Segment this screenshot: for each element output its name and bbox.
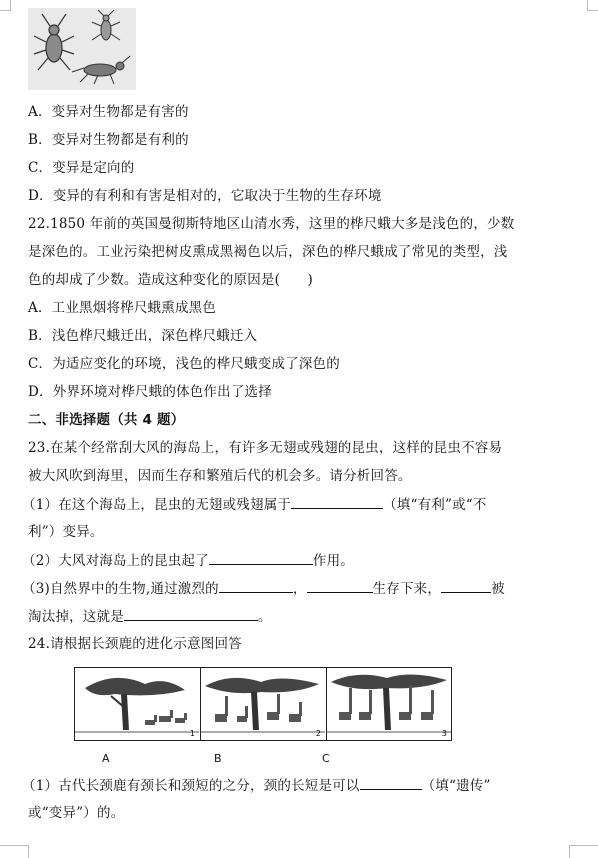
page-corner-mark: [0, 0, 11, 11]
q21-option-c: C．变异是定向的: [28, 160, 135, 176]
q22-stem-line: 22.1850 年前的英国曼彻斯特地区山清水秀，这里的桦尺蛾大多是浅色的，少数: [28, 216, 515, 232]
page-corner-mark: [587, 0, 598, 11]
q21-option-a: A．变异对生物都是有害的: [28, 104, 189, 120]
q22-option-a: A．工业黑烟将桦尺蛾熏成黑色: [28, 300, 217, 316]
answer-blank[interactable]: [209, 550, 313, 565]
q21-option-b: B．变异对生物都是有利的: [28, 132, 189, 148]
q23-stem-line: 23.在某个经常刮大风的海岛上，有许多无翅或残翅的昆虫，这样的昆虫不容易: [28, 440, 503, 456]
page-corner-mark: [569, 845, 598, 858]
figure-panel-2: 2: [201, 668, 325, 740]
answer-blank[interactable]: [441, 578, 491, 593]
q22-stem-line: 色的却成了少数。造成这种变化的原因是( ): [28, 272, 313, 288]
giraffe-evolution-figure: [74, 667, 452, 741]
figure-label-b: B: [214, 752, 222, 765]
figure-label-c: C: [322, 752, 330, 765]
q22-option-d: D．外界环境对桦尺蛾的体色作出了选择: [28, 384, 272, 400]
q22-option-b: B．浅色桦尺蛾迁出，深色桦尺蛾迁入: [28, 328, 258, 344]
section-title: 二、非选择题（共 4 题）: [28, 412, 185, 428]
answer-blank[interactable]: [219, 578, 293, 593]
figure-label-a: A: [102, 752, 110, 765]
q22-stem-line: 是深色的。工业污染把树皮熏成黑褐色以后，深色的桦尺蛾成了常见的类型，浅: [28, 244, 508, 260]
q24-part1-line-2: 或“变异”）的。: [28, 805, 125, 821]
q24-part1-line: （1）古代长颈鹿有颈长和颈短的之分，颈的长短是可以 （填“遗传”: [22, 775, 491, 796]
figure-panel-1: 1: [75, 668, 199, 740]
q23-part3-line-2: 淘汰掉，这就是 。: [28, 606, 272, 627]
answer-blank[interactable]: [360, 775, 422, 790]
q24-stem: 24.请根据长颈鹿的进化示意图回答: [28, 636, 242, 652]
q23-part3-line: （3)自然界中的生物,通过激烈的 ， 生存下来， 被: [22, 578, 505, 599]
figure-panel-3: 3: [327, 668, 451, 740]
q22-option-c: C．为适应变化的环境，浅色的桦尺蛾变成了深色的: [28, 356, 340, 372]
answer-blank[interactable]: [124, 606, 258, 621]
q23-stem-line: 被大风吹到海里，因而生存和繁殖后代的机会多。请分析回答。: [28, 468, 412, 484]
q23-part1-line: （1）在这个海岛上，昆虫的无翅或残翅属于 （填“有利”或“不: [22, 494, 487, 515]
insect-illustration: [28, 8, 136, 90]
answer-blank[interactable]: [307, 578, 373, 593]
q23-part1-line-2: 利”）变异。: [28, 524, 104, 540]
q21-option-d: D．变异的有利和有害是相对的，它取决于生物的生存环境: [28, 188, 382, 204]
answer-blank[interactable]: [291, 494, 383, 509]
page-corner-mark: [0, 845, 29, 858]
q23-part2-line: （2）大风对海岛上的昆虫起了 作用。: [22, 550, 354, 571]
